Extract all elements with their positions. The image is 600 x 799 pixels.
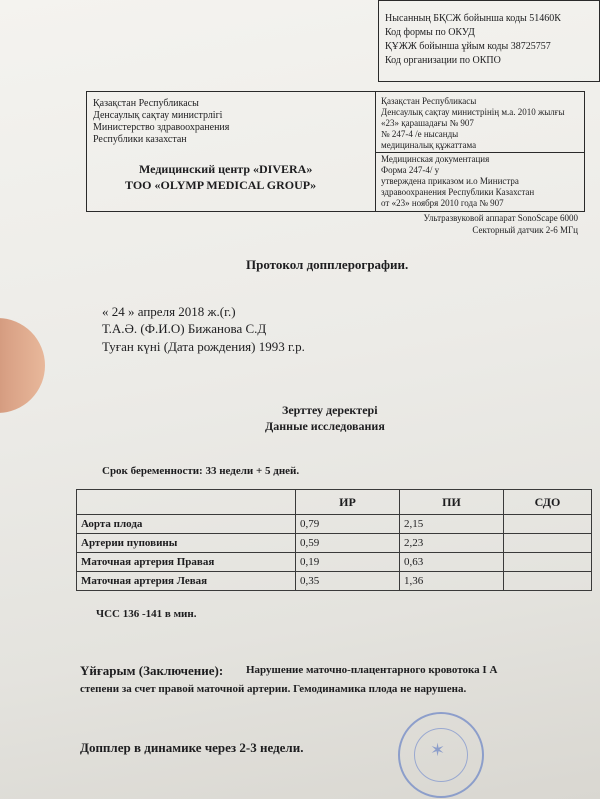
form-code-line: Нысанның БҚСЖ бойынша коды 51460К [385,13,561,24]
form-code-line: ҚҰЖЖ бойынша ұйым коды 38725757 [385,41,551,52]
form-code-box [378,0,600,82]
form-code-line: Код формы по ОКУД [385,27,475,38]
clinic-name: Медицинский центр «DIVERA» [139,162,313,176]
ir-value: 0,59 [296,534,400,553]
table-header: ПИ [400,490,504,515]
vessel-label: Маточная артерия Правая [77,553,296,572]
vessel-label: Артерии пуповины [77,534,296,553]
sdo-value [504,534,592,553]
form-line: Қазақстан Республикасы [381,96,477,106]
ministry-line: Қазақстан Республикасы [93,98,199,109]
sdo-value [504,515,592,534]
conclusion-text: Нарушение маточно-плацентарного кровотока I А [246,664,498,676]
device-line: Секторный датчик 2-6 МГц [472,225,578,235]
table-header-row [77,490,592,515]
form-line: «23» қарашадағы № 907 [381,118,474,128]
table-row [77,515,592,534]
ministry-line: Министерство здравоохранения [93,122,230,133]
vessel-label: Маточная артерия Левая [77,572,296,591]
stamp-emblem-icon: ✶ [430,740,446,760]
table-row [77,534,592,553]
conclusion-label: Үйғарым (Заключение): [80,663,224,678]
device-line: Ультразвуковой аппарат SonoScape 6000 [423,213,578,223]
form-line: Форма 247-4/ у [381,165,440,175]
form-line: медициналық құжаттама [381,140,477,150]
vessel-label: Аорта плода [77,515,296,534]
doppler-table [76,489,592,591]
table-row [77,572,592,591]
table-header: СДО [504,490,592,515]
ir-value: 0,19 [296,553,400,572]
clinic-company: ТОО «OLYMP MEDICAL GROUP» [125,178,317,192]
form-line: Медицинская документация [381,154,490,164]
table-header [77,490,296,515]
pi-value: 0,63 [400,553,504,572]
section-title-ru: Данные исследования [265,419,385,433]
recommendation: Допплер в динамике через 2-3 недели. [80,740,304,755]
issuer-box [86,91,376,212]
form-line: здравоохранения Республики Казахстан [381,187,535,197]
section-title-kz: Зерттеу деректері [282,403,378,417]
ministry-line: Денсаулық сақтау министрлігі [93,110,223,121]
sdo-value [504,572,592,591]
table-row [77,553,592,572]
form-code-line: Код организации по ОКПО [385,55,501,66]
gestation-term: Срок беременности: 33 недели + 5 дней. [102,465,300,477]
divider [376,152,584,153]
ministry-line: Республики казахстан [93,134,187,145]
form-line: от «23» ноября 2010 года № 907 [381,198,504,208]
form-line: утверждена приказом и.о Министра [381,176,519,186]
ir-value: 0,35 [296,572,400,591]
patient-name: Т.А.Ә. (Ф.И.О) Бижанова С.Д [102,321,267,336]
pi-value: 2,23 [400,534,504,553]
pi-value: 1,36 [400,572,504,591]
pi-value: 2,15 [400,515,504,534]
form-line: Денсаулық сақтау министрінің м.а. 2010 жылғы [381,107,565,117]
ir-value: 0,79 [296,515,400,534]
heart-rate: ЧСС 136 -141 в мин. [96,608,197,620]
patient-dob: Туған күні (Дата рождения) 1993 г.р. [102,339,305,354]
conclusion-text: степени за счет правой маточной артерии. Гемодинамика плода не нарушена. [80,683,467,695]
clinic-stamp [398,712,484,798]
document-form-box [375,91,585,212]
table-header: ИР [296,490,400,515]
form-line: № 247-4 /е нысанды [381,129,459,139]
protocol-title: Протокол допплерографии. [246,257,409,272]
sdo-value [504,553,592,572]
exam-date: « 24 » апреля 2018 ж.(г.) [102,304,236,319]
